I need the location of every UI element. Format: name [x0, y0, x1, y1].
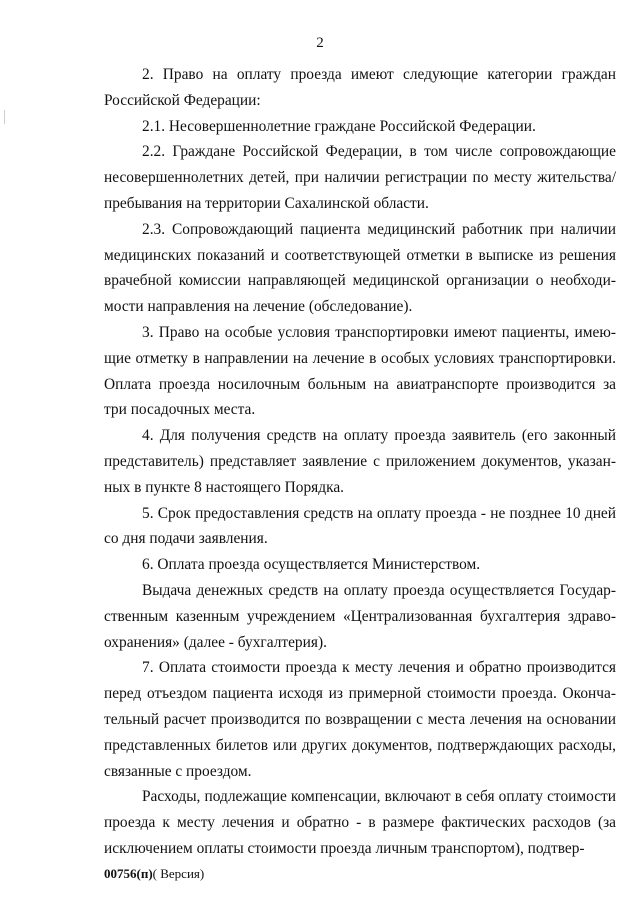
paragraph-2-1: 2.1. Несовершеннолетние граждане Российской Федерации. — [142, 117, 536, 135]
document-footer — [104, 866, 204, 882]
paragraph-2-2: 2.2. Граждане Российской Федерации, в том числе сопровождающие несовершеннолетних детей, при наличии регистрации по месту жительства/пребывания на территории Сахалинской области. — [104, 143, 616, 212]
document-version-label: ( Версия) — [152, 866, 205, 881]
document-body — [104, 62, 616, 862]
paragraph-4: 4. Для получения средств на оплату проезда заявитель (его законный представитель) представляет заявление с приложением документов, указанных в пункте 8 настоящего Порядка. — [104, 427, 616, 496]
page-number: 2 — [316, 35, 324, 51]
paragraph-2: 2. Право на оплату проезда имеют следующие категории граждан Российской Федерации: — [104, 66, 616, 109]
paragraph-6: 6. Оплата проезда осуществляется Министерством. — [142, 556, 481, 574]
paragraph-3: 3. Право на особые условия транспортировки имеют пациенты, имеющие отметку в направлении на лечение в особых условиях транспортировки. Оплата проезда носилочным больным на авиатранспорте производится за три посадочных места. — [104, 323, 616, 419]
paragraph-7: 7. Оплата стоимости проезда к месту лечения и обратно производится перед отъездом пациента исходя из примерной стоимости проезда. Окончательный расчет производится по возвращении с места лечения на основании представленных билетов или других документов, подтверждающих расходы, связанные с проездом. — [104, 659, 616, 780]
scan-margin-mark — [4, 110, 5, 124]
document-code: 00756(п) — [104, 866, 153, 881]
paragraph-7-expenses: Расходы, подлежащие компенсации, включают в себя оплату стоимости проезда к месту лечения и обратно - в размере фактических расходов (за исключением оплаты стоимости проезда личным транспортом), подтвер- — [104, 788, 616, 857]
paragraph-6-payment: Выдача денежных средств на оплату проезда осуществляется Государственным казенным учреждением «Централизованная бухгалтерия здравоохранения» (далее - бухгалтерия). — [104, 581, 616, 651]
paragraph-5: 5. Срок предоставления средств на оплату проезда - не позднее 10 дней со дня подачи заявления. — [104, 504, 616, 548]
paragraph-2-3: 2.3. Сопровождающий пациента медицинский работник при наличии медицинских показаний и соответствующей отметки в выписке из решения врачебной комиссии направляющей медицинской организации о необходимости направления на лечение (обследование). — [104, 220, 616, 316]
